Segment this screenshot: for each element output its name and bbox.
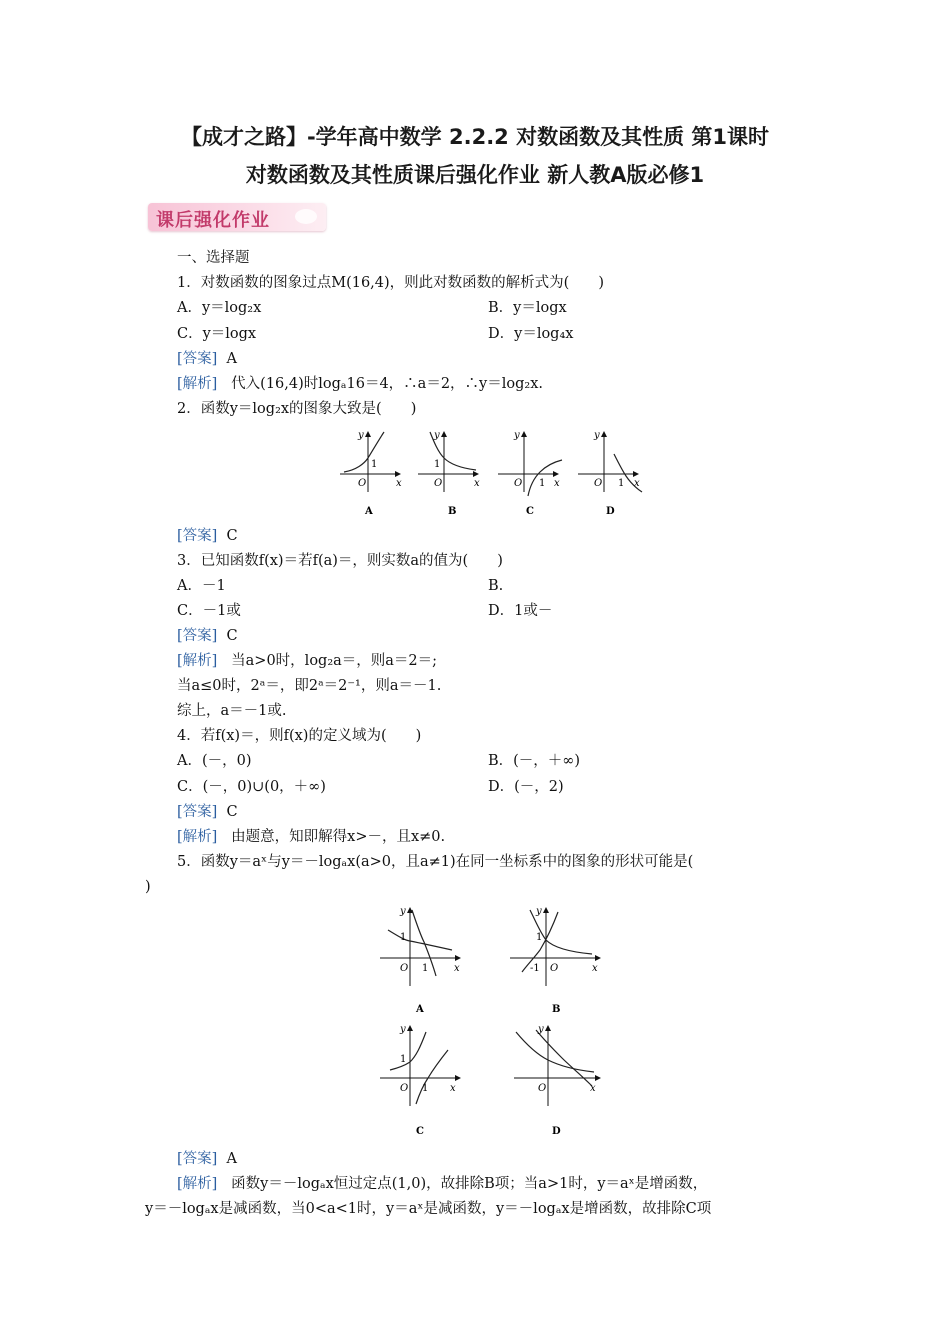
origin-label: O bbox=[514, 478, 523, 489]
q4-stem: 4．若f(x)＝，则f(x)的定义域为( ) bbox=[177, 728, 422, 744]
x-axis-label: x bbox=[592, 963, 598, 974]
answer-tag: [答案] bbox=[177, 1151, 218, 1167]
q2-graph-c bbox=[498, 430, 562, 517]
x-axis-label: x bbox=[554, 478, 560, 489]
explanation-tag: [解析] bbox=[177, 829, 218, 845]
q3-explanation bbox=[177, 651, 437, 671]
q4-answer bbox=[177, 802, 238, 822]
origin-label: O bbox=[434, 478, 443, 489]
answer-value: C bbox=[226, 528, 238, 544]
q5-explanation-line2: y＝－logₐx是减函数，当0<a<1时，y＝aˣ是减函数，y＝－logₐx是增函数，故排除C项 bbox=[145, 1201, 712, 1217]
answer-value: A bbox=[226, 1151, 238, 1167]
q1-explanation bbox=[177, 374, 543, 394]
graph-label-d: D bbox=[552, 1126, 561, 1137]
banner-label: 课后强化作业 bbox=[156, 210, 270, 231]
q3-option-a: A．－1 bbox=[177, 578, 226, 594]
answer-tag: [答案] bbox=[177, 804, 218, 820]
explanation-tag: [解析] bbox=[177, 376, 218, 392]
explanation-tag: [解析] bbox=[177, 653, 218, 669]
section-heading: 一、选择题 bbox=[177, 250, 250, 266]
tick-1-label: 1 bbox=[536, 932, 543, 943]
explanation-text: 函数y＝－logₐx恒过定点(1,0)，故排除B项；当a>1时，y＝aˣ是增函数， bbox=[231, 1176, 708, 1192]
tick-1-label: 1 bbox=[422, 963, 429, 974]
y-axis-label: y bbox=[538, 1024, 544, 1035]
tick-neg1-label: -1 bbox=[530, 963, 540, 974]
q3-option-c: C．－1或 bbox=[177, 603, 241, 619]
q1-option-a: A．y＝log₂x bbox=[177, 300, 262, 316]
explanation-text: 由题意，知即解得x>－，且x≠0. bbox=[231, 829, 446, 845]
q5-figure bbox=[370, 900, 620, 1140]
explanation-text: 代入(16,4)时logₐ16＝4，∴a＝2，∴y＝log₂x. bbox=[231, 376, 543, 392]
q5-graph-d bbox=[514, 1024, 600, 1137]
origin-label: O bbox=[538, 1083, 547, 1094]
answer-value: C bbox=[226, 804, 238, 820]
graph-label-c: C bbox=[416, 1126, 424, 1137]
doc-title-line1: 【成才之路】-学年高中数学 2.2.2 对数函数及其性质 第1课时 bbox=[180, 125, 770, 149]
q3-explanation-line2: 当a≤0时，2ᵃ＝，即2ᵃ＝2⁻¹，则a＝－1. bbox=[177, 678, 442, 694]
q1-answer bbox=[177, 349, 237, 369]
origin-label: O bbox=[358, 478, 367, 489]
x-axis-label: x bbox=[634, 478, 640, 489]
y-axis-label: y bbox=[594, 430, 600, 441]
q1-option-c: C．y＝logx bbox=[177, 326, 257, 342]
q5-stem-continued: ) bbox=[145, 879, 151, 895]
graph-label-d: D bbox=[606, 506, 615, 517]
q2-answer bbox=[177, 526, 238, 546]
answer-tag: [答案] bbox=[177, 351, 218, 367]
q3-stem: 3．已知函数f(x)＝若f(a)＝，则实数a的值为( ) bbox=[177, 553, 503, 569]
section-banner bbox=[148, 203, 326, 231]
tick-1-label: 1 bbox=[434, 459, 441, 470]
q2-figure bbox=[330, 424, 660, 520]
q5-answer bbox=[177, 1149, 237, 1169]
x-axis-label: x bbox=[474, 478, 480, 489]
q4-option-b: B．(－，＋∞) bbox=[488, 753, 581, 769]
q3-answer bbox=[177, 626, 238, 646]
banner-decoration-icon bbox=[295, 209, 317, 224]
y-axis-label: y bbox=[536, 906, 542, 917]
y-axis-label: y bbox=[514, 430, 520, 441]
tick-1-label: 1 bbox=[539, 478, 546, 489]
doc-title-line2: 对数函数及其性质课后强化作业 新人教A版必修1 bbox=[245, 163, 705, 187]
x-axis-label: x bbox=[396, 478, 402, 489]
x-axis-label: x bbox=[590, 1083, 596, 1094]
q5-graph-c bbox=[380, 1024, 460, 1137]
graph-label-a: A bbox=[365, 506, 373, 517]
q5-graph-a bbox=[380, 906, 460, 1015]
tick-1-label: 1 bbox=[618, 478, 625, 489]
q4-option-a: A．(－，0) bbox=[177, 753, 252, 769]
tick-1-label: 1 bbox=[400, 1054, 407, 1065]
q1-option-b: B．y＝logx bbox=[488, 300, 567, 316]
explanation-text: 当a>0时，log₂a＝，则a＝2＝; bbox=[231, 653, 438, 669]
x-axis-label: x bbox=[454, 963, 460, 974]
q1-option-d: D．y＝log₄x bbox=[488, 326, 574, 342]
origin-label: O bbox=[594, 478, 603, 489]
x-axis-label: x bbox=[450, 1083, 456, 1094]
answer-value: A bbox=[226, 351, 238, 367]
q4-option-d: D．(－，2) bbox=[488, 779, 564, 795]
answer-tag: [答案] bbox=[177, 528, 218, 544]
q3-option-d: D．1或－ bbox=[488, 603, 553, 619]
q5-explanation bbox=[177, 1174, 707, 1194]
graph-label-a: A bbox=[416, 1004, 424, 1015]
graph-label-c: C bbox=[526, 506, 534, 517]
q2-graph-a bbox=[340, 430, 402, 517]
origin-label: O bbox=[550, 963, 559, 974]
q3-explanation-line3: 综上，a＝－1或. bbox=[177, 703, 287, 719]
q5-stem: 5．函数y＝aˣ与y＝－logₐx(a>0，且a≠1)在同一坐标系中的图象的形状可能是( bbox=[177, 854, 694, 870]
y-axis-label: y bbox=[400, 906, 406, 917]
tick-1-label: 1 bbox=[422, 1083, 429, 1094]
y-axis-label: y bbox=[434, 430, 440, 441]
q4-explanation bbox=[177, 827, 445, 847]
origin-label: O bbox=[400, 963, 409, 974]
tick-1-label: 1 bbox=[400, 932, 407, 943]
q5-graph-b bbox=[510, 906, 600, 1015]
tick-1-label: 1 bbox=[371, 459, 378, 470]
answer-value: C bbox=[226, 628, 238, 644]
explanation-tag: [解析] bbox=[177, 1176, 218, 1192]
q3-option-b: B. bbox=[488, 578, 504, 594]
answer-tag: [答案] bbox=[177, 628, 218, 644]
q2-stem: 2．函数y＝log₂x的图象大致是( ) bbox=[177, 401, 417, 417]
q2-graph-d bbox=[578, 430, 642, 517]
y-axis-label: y bbox=[400, 1024, 406, 1035]
y-axis-label: y bbox=[358, 430, 364, 441]
graph-label-b: B bbox=[448, 506, 457, 517]
graph-label-b: B bbox=[552, 1004, 561, 1015]
q1-stem: 1．对数函数的图象过点M(16,4)，则此对数函数的解析式为( ) bbox=[177, 275, 604, 291]
origin-label: O bbox=[400, 1083, 409, 1094]
q4-option-c: C．(－，0)∪(0，＋∞) bbox=[177, 779, 326, 795]
q2-graph-b bbox=[418, 430, 480, 517]
